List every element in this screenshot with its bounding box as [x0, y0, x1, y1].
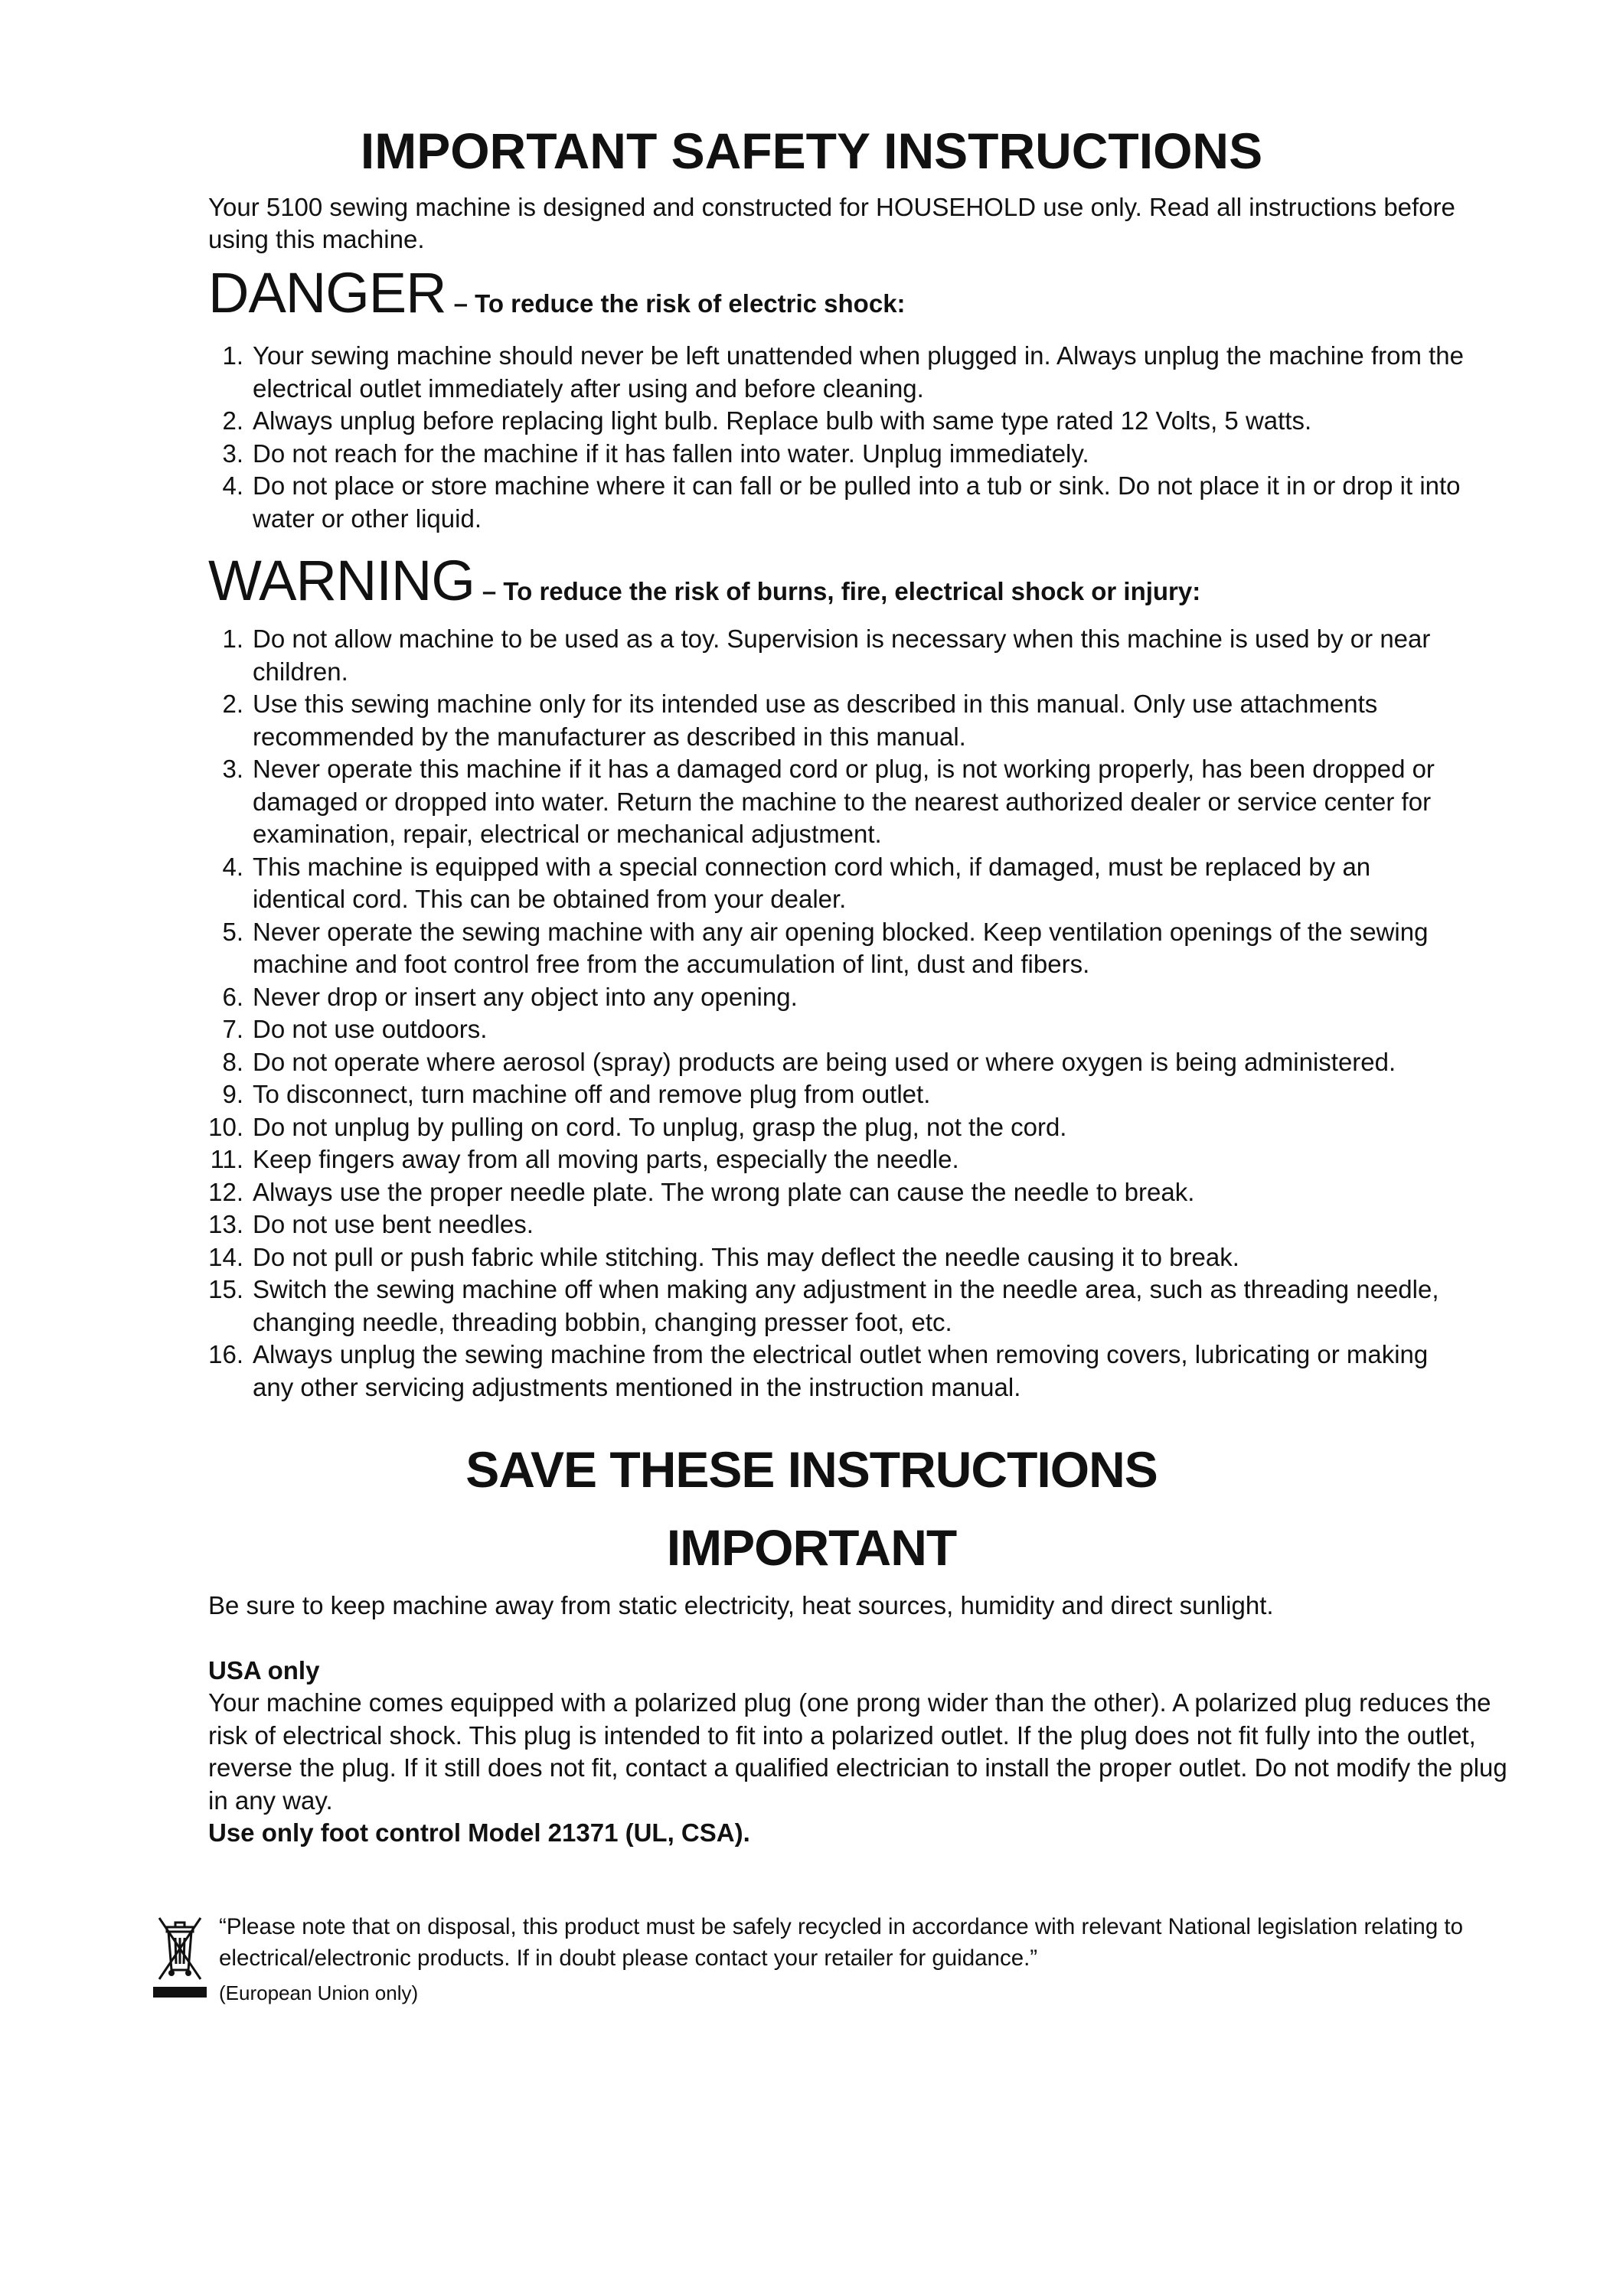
item-number: 13. — [208, 1210, 243, 1238]
item-number: 6. — [222, 982, 243, 1011]
item-number: 3. — [222, 755, 243, 783]
item-text: Do not pull or push fabric while stitching. This may deflect the needle causing it to break. — [253, 1242, 1239, 1271]
item-text: Use this sewing machine only for its intended use as described in this manual. Only use attachments recommended by the manufacturer as described in this manual. — [253, 690, 1378, 751]
item-text: Switch the sewing machine off when making any adjustment in the needle area, such as threading needle, changing needle, threading bobbin, changing presser foot, etc. — [253, 1275, 1439, 1336]
warning-item — [208, 1176, 1464, 1209]
item-number: 1. — [222, 341, 243, 370]
item-text: Your sewing machine should never be left unattended when plugged in. Always unplug the machine from the electrical outlet immediately after using and before cleaning. — [253, 341, 1464, 403]
foot-control-note: Use only foot control Model 21371 (UL, CSA). — [208, 1818, 750, 1847]
item-number: 16. — [208, 1340, 243, 1368]
danger-list — [208, 340, 1464, 535]
item-text: This machine is equipped with a special connection cord which, if damaged, must be replaced by an identical cord. This can be obtained from your dealer. — [253, 852, 1371, 913]
usa-heading: USA only — [208, 1656, 320, 1684]
danger-item — [208, 470, 1464, 535]
warning-item — [208, 623, 1464, 688]
item-number: 2. — [222, 406, 243, 435]
item-number: 3. — [222, 439, 243, 468]
item-number: 4. — [222, 471, 243, 500]
item-text: Never drop or insert any object into any opening. — [253, 982, 798, 1011]
item-number: 4. — [222, 852, 243, 881]
item-number: 10. — [208, 1112, 243, 1141]
warning-list — [208, 623, 1464, 1404]
item-number: 5. — [222, 917, 243, 946]
warning-item — [208, 981, 1464, 1014]
item-text: To disconnect, turn machine off and remove plug from outlet. — [253, 1080, 931, 1108]
warning-item — [208, 1111, 1464, 1144]
item-number: 2. — [222, 690, 243, 718]
danger-subtitle: – To reduce the risk of electric shock: — [453, 289, 906, 318]
item-text: Never operate this machine if it has a damaged cord or plug, is not working properly, has been dropped or damaged or dropped into water. Return the machine to the nearest authorized dealer or service center for examination, repair, electrical or mechanical adjustment. — [253, 755, 1435, 848]
item-text: Always unplug the sewing machine from the electrical outlet when removing covers, lubricating or making any other servicing adjustments mentioned in the instruction manual. — [253, 1340, 1429, 1401]
item-text: Do not use outdoors. — [253, 1015, 488, 1043]
item-text: Always unplug before replacing light bulb. Replace bulb with same type rated 12 Volts, 5 watts. — [253, 406, 1312, 435]
item-number: 7. — [222, 1015, 243, 1043]
warning-item — [208, 1143, 1464, 1176]
danger-item — [208, 438, 1464, 471]
item-text: Always use the proper needle plate. The wrong plate can cause the needle to break. — [253, 1177, 1195, 1206]
item-text: Do not allow machine to be used as a toy. Supervision is necessary when this machine is used by or near children. — [253, 625, 1431, 686]
warning-title: WARNING — [208, 549, 475, 612]
important-text: Be sure to keep machine away from static electricity, heat sources, humidity and direct sunlight. — [208, 1591, 1274, 1619]
item-text: Keep fingers away from all moving parts, especially the needle. — [253, 1145, 959, 1173]
warning-item — [208, 1208, 1464, 1241]
intro-text: Your 5100 sewing machine is designed and constructed for HOUSEHOLD use only. Read all instructions before using this machine. — [208, 193, 1455, 253]
item-text: Do not use bent needles. — [253, 1210, 534, 1238]
danger-title: DANGER — [208, 261, 446, 325]
item-number: 12. — [208, 1177, 243, 1206]
item-number: 15. — [208, 1275, 243, 1303]
usa-text: Your machine comes equipped with a polarized plug (one prong wider than the other). A polarized plug reduces the risk of electrical shock. This plug is intended to fit into a polarized outlet. If the plug does not fit fully into the outlet, reverse the plug. If it still does not fit, contact a qualified electrician to install the proper outlet. Do not modify the plug in any way. — [208, 1688, 1507, 1815]
danger-heading — [208, 260, 1556, 325]
crossed-out-bin-icon — [153, 1913, 207, 2005]
item-text: Do not unplug by pulling on cord. To unplug, grasp the plug, not the cord. — [253, 1112, 1067, 1141]
warning-item — [208, 1339, 1464, 1404]
important-heading: IMPORTANT — [666, 1519, 957, 1576]
page-title: IMPORTANT SAFETY INSTRUCTIONS — [360, 122, 1263, 179]
item-text: Never operate the sewing machine with any air opening blocked. Keep ventilation openings of the sewing machine and foot control free from the accumulation of lint, dust and fibers. — [253, 917, 1429, 978]
danger-item — [208, 405, 1464, 438]
warning-item — [208, 916, 1464, 981]
disposal-note: (European Union only) — [219, 1981, 419, 2004]
warning-item — [208, 851, 1464, 916]
warning-subtitle: – To reduce the risk of burns, fire, electrical shock or injury: — [482, 577, 1201, 605]
item-text: Do not place or store machine where it can fall or be pulled into a tub or sink. Do not place it in or drop it into water or other liquid. — [253, 471, 1461, 533]
item-number: 9. — [222, 1080, 243, 1108]
warning-item — [208, 1078, 1464, 1111]
warning-item — [208, 1274, 1464, 1339]
danger-item — [208, 340, 1464, 405]
warning-item — [208, 1046, 1464, 1079]
item-number: 1. — [222, 625, 243, 653]
warning-item — [208, 1241, 1464, 1274]
item-number: 11. — [210, 1145, 243, 1173]
warning-item — [208, 688, 1464, 753]
item-number: 14. — [208, 1242, 243, 1271]
save-instructions-heading: SAVE THESE INSTRUCTIONS — [465, 1441, 1158, 1498]
item-number: 8. — [222, 1047, 243, 1076]
item-text: Do not operate where aerosol (spray) products are being used or where oxygen is being administered. — [253, 1047, 1396, 1076]
warning-heading — [208, 548, 1556, 613]
disposal-text: “Please note that on disposal, this product must be safely recycled in accordance with relevant National legislation relating to electrical/electronic products. If in doubt please contact your retailer for guidance.” — [219, 1914, 1464, 1971]
item-text: Do not reach for the machine if it has fallen into water. Unplug immediately. — [253, 439, 1089, 468]
warning-item — [208, 1013, 1464, 1046]
warning-item — [208, 753, 1464, 851]
